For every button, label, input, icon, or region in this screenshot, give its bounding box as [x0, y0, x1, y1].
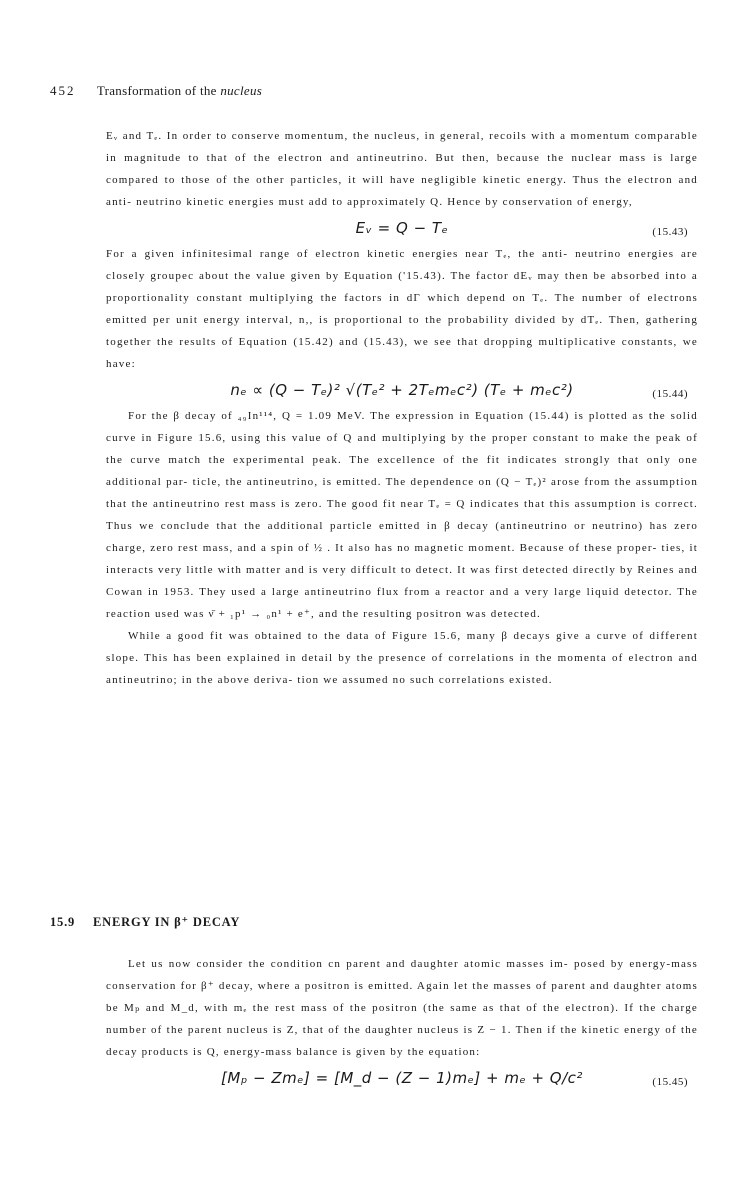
line: of energy, [577, 196, 633, 208]
line: For a given infinitesimal range of electron kinetic energies near Tₑ, the anti- [106, 248, 569, 260]
line: For the β decay of ₄₉In¹¹⁴, Q = 1.09 MeV. The expression in Equation (15.44) [128, 410, 570, 422]
line: is plotted as the solid curve in Figure 15.6, using this value of Q and multiplying [106, 410, 699, 444]
line: of correlations in the momenta of electron and antineutrino; in the above deriva- [106, 652, 698, 686]
line: kinetic energy of the decay products is Q, energy-mass balance is given by the [106, 1024, 698, 1058]
line: by the proper constant to make the peak of the curve match the experimental [106, 432, 698, 466]
line: neutrino kinetic energies must add to approximately Q. Hence by conservation [136, 196, 574, 208]
section-number: 15.9 [50, 915, 76, 929]
line: Eᵥ and Tₑ. In order to conserve momentum, the nucleus, in general, recoils with [106, 130, 556, 142]
line: assumption that the antineutrino rest mass is zero. The good fit near Tₑ = Q [106, 476, 699, 510]
body-text [106, 125, 698, 691]
line: neutrino energies are closely groupec about the value given by Equation ('15.43). [106, 248, 699, 282]
line: mass, and a spin of ½ . It also has no magnetic moment. Because of these proper- [202, 542, 658, 554]
equation-15-45 [106, 1063, 698, 1093]
line: dropping multiplicative constants, we have: [106, 336, 698, 370]
page-number: 452 [50, 83, 76, 98]
line: But then, because the nuclear mass is large compared to those of the other [106, 152, 698, 186]
line: Again let the masses of parent and daughter atoms be Mₚ and M_d, with mₑ the [106, 980, 698, 1014]
line: The factor dEᵥ may then be absorbed into a proportionality constant multiplying [106, 270, 698, 304]
equation-15-44 [106, 375, 698, 405]
equation-15-43 [106, 213, 698, 243]
paragraph-2 [106, 243, 698, 375]
line: detected directly by Reines and Cowan in 1953. They used a large antineutrino [106, 564, 699, 598]
line: of the parent nucleus is Z, that of the daughter nucleus is Z − 1. Then if the [150, 1024, 578, 1036]
line: energy interval, n,, is proportional to the probability divided by dTₑ. Then, [203, 314, 641, 326]
line: ties, it interacts very little with matter and is very difficult to detect. It was first [106, 542, 698, 576]
equation-number: (15.44) [652, 388, 688, 400]
line: particles, it will have negligible kinetic energy. Thus the electron and anti- [106, 174, 698, 208]
equation-body: nₑ ∝ (Q − Tₑ)² √(Tₑ² + 2Tₑmₑc²) (Tₑ + mₑc²) [230, 381, 574, 399]
line: flux from a reactor and a very large liquid detector. The reaction used was [106, 586, 699, 620]
line: peak. The excellence of the fit indicates strongly that only one additional par- [106, 454, 699, 488]
line: the factors in dΓ which depend on Tₑ. The number of electrons emitted per unit [106, 292, 699, 326]
equation-body: Eᵥ = Q − Tₑ [355, 219, 449, 237]
body-text-section [106, 953, 698, 1093]
paragraph-5 [106, 953, 698, 1063]
equation-body: [Mₚ − Zmₑ] = [M_d − (Z − 1)mₑ] + mₑ + Q/c² [221, 1069, 583, 1087]
running-title: Transformation of the [96, 83, 217, 98]
line: posed by energy-mass conservation for β⁺ decay, where a positron is emitted. [106, 958, 698, 992]
equation-number: (15.45) [652, 1076, 688, 1088]
paragraph-1 [106, 125, 698, 213]
line: equation: [428, 1046, 481, 1058]
line: ticle, the antineutrino, is emitted. The dependence on (Q − Tₑ)² arose from the [192, 476, 632, 488]
line: tion we assumed no such correlations existed. [297, 674, 553, 686]
line: give a curve of different slope. This has been explained in detail by the presence [106, 630, 698, 664]
line: gathering together the results of Equation (15.42) and (15.43), we see that [106, 314, 699, 348]
line: Let us now consider the condition cn parent and daughter atomic masses im- [128, 958, 569, 970]
paragraph-4 [106, 625, 698, 691]
line: indicates that this assumption is correct. Thus we conclude that the additional [106, 498, 698, 532]
running-title-italic: nucleus [220, 83, 263, 98]
line: a momentum comparable in magnitude to that of the electron and antineutrino. [106, 130, 699, 164]
paragraph-3 [106, 405, 698, 625]
equation-number: (15.43) [652, 226, 688, 238]
line: particle emitted in β decay (antineutrino or neutrino) has zero charge, zero rest [106, 520, 699, 554]
line: ν̄ + ₁p¹ → ₀n¹ + e⁺, and the resulting positron was detected. [208, 608, 542, 620]
section-heading [50, 914, 240, 930]
running-header [50, 83, 262, 99]
line: While a good fit was obtained to the data of Figure 15.6, many β decays [128, 630, 551, 642]
line: rest mass of the positron (the same as that of the electron). If the charge number [106, 1002, 698, 1036]
section-title: ENERGY IN β⁺ DECAY [93, 915, 241, 929]
